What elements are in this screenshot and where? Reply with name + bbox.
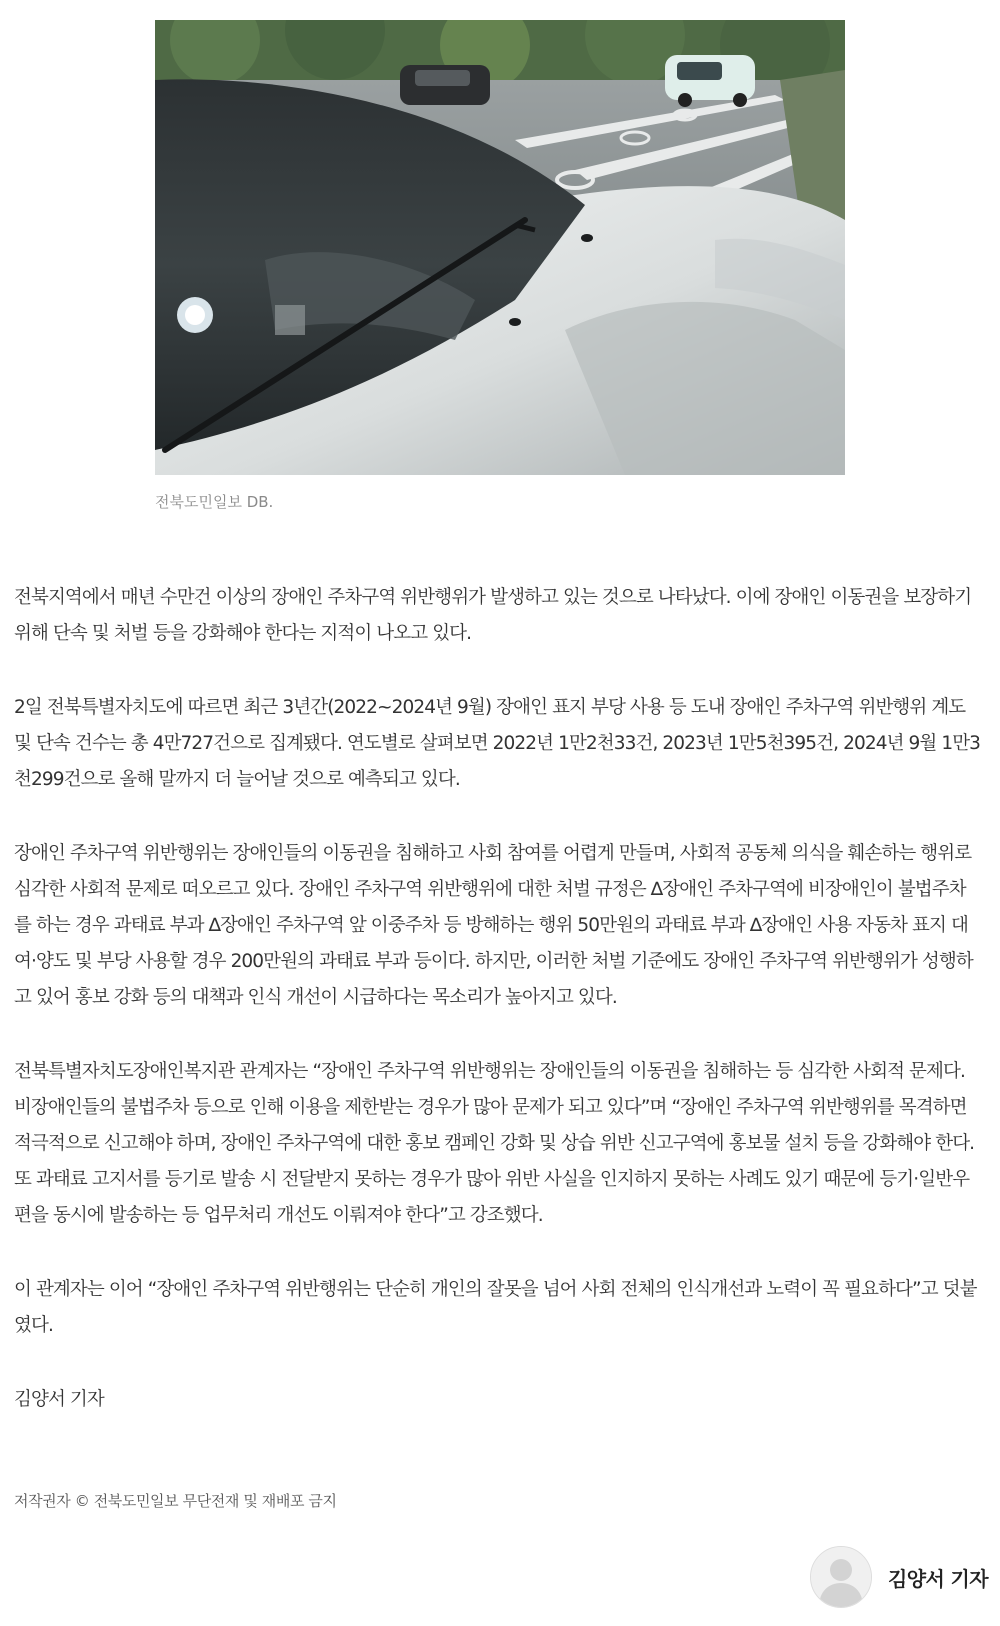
author-name[interactable]: 김양서 기자: [888, 1566, 988, 1591]
photo-caption: 전북도민일보 DB.: [155, 493, 274, 511]
article-paragraph: 전북지역에서 매년 수만건 이상의 장애인 주차구역 위반행위가 발생하고 있는 것으로 나타났다. 이에 장애인 이동권을 보장하기 위해 단속 및 처벌 등을 강화해야 한다는 지적이 나오고 있다.: [14, 587, 972, 644]
article-paragraph: 2일 전북특별자치도에 따르면 최근 3년간(2022~2024년 9월) 장애인 표지 부당 사용 등 도내 장애인 주차구역 위반행위 계도 및 단속 건수는 총 4만727건으로 집계됐다. 연도별로 살펴보면 2022년 1만2천33건, 2023년 1만5천395건, 2024년 9월 1만3천299건으로 올해 말까지 더 늘어날 것으로 예측되고 있다.: [14, 697, 981, 790]
author-box[interactable]: [810, 1545, 988, 1609]
person-silhouette-icon[interactable]: [810, 1546, 872, 1608]
article-paragraph: 전북특별자치도장애인복지관 관계자는 “장애인 주차구역 위반행위는 장애인들의 이동권을 침해하는 등 심각한 사회적 문제다. 비장애인들의 불법주차 등으로 인해 이용을 제한받는 경우가 많아 문제가 되고 있다”며 “장애인 주차구역 위반행위를 목격하면 적극적으로 신고해야 하며, 장애인 주차구역에 대한 홍보 캠페인 강화 및 상습 위반 신고구역에 홍보물 설치 등을 강화해야 한다. 또 과태료 고지서를 등기로 발송 시 전달받지 못하는 경우가 많아 위반 사실을 인지하지 못하는 사례도 있기 때문에 등기·일반우편을 동시에 발송하는 등 업무처리 개선도 이뤄져야 한다”고 강조했다.: [14, 1061, 975, 1226]
copyright-notice: 저작권자 © 전북도민일보 무단전재 및 재배포 금지: [14, 1492, 337, 1510]
article-paragraph: 장애인 주차구역 위반행위는 장애인들의 이동권을 침해하고 사회 참여를 어렵게 만들며, 사회적 공동체 의식을 훼손하는 행위로 심각한 사회적 문제로 떠오르고 있다. 장애인 주차구역 위반행위에 대한 처벌 규정은 ∆장애인 주차구역에 비장애인이 불법주차를 하는 경우 과태료 부과 ∆장애인 주차구역 앞 이중주차 등 방해하는 행위 50만원의 과태료 부과 ∆장애인 사용 자동차 표지 대여·양도 및 부당 사용할 경우 200만원의 과태료 부과 등이다. 하지만, 이러한 처벌 기준에도 장애인 주차구역 위반행위가 성행하고 있어 홍보 강화 등의 대책과 인식 개선이 시급하다는 목소리가 높아지고 있다.: [14, 843, 973, 1008]
article-paragraph: 이 관계자는 이어 “장애인 주차구역 위반행위는 단순히 개인의 잘못을 넘어 사회 전체의 인식개선과 노력이 꼭 필요하다”고 덧붙였다.: [14, 1279, 977, 1336]
article-photo: [155, 20, 845, 475]
reporter-byline: 김양서 기자: [14, 1389, 104, 1410]
parked-car-photo: [155, 20, 845, 475]
article-body: [14, 580, 982, 1456]
